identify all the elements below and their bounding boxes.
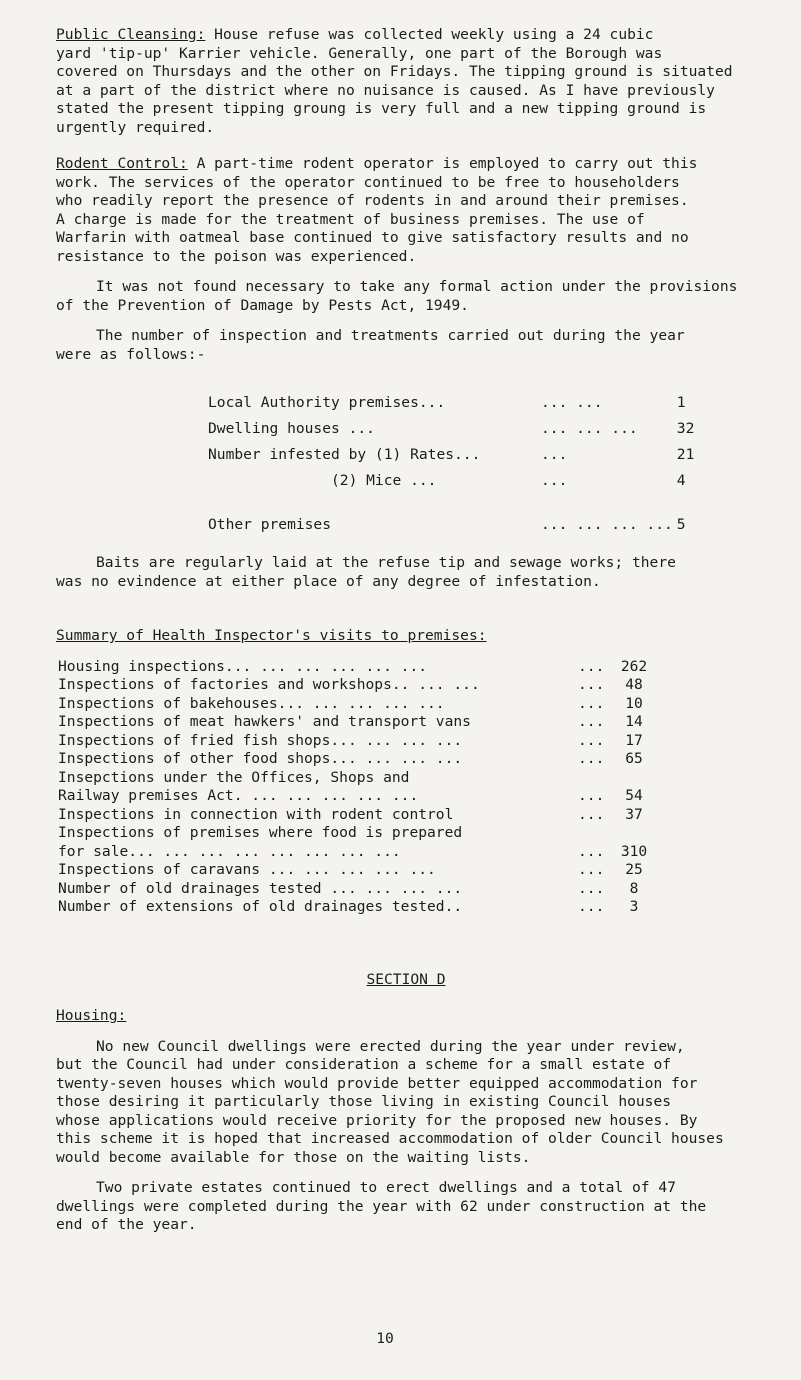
pest-row-value: 4: [676, 472, 686, 489]
public-cleansing-line: stated the present tipping groung is very full and a new tipping ground is: [56, 100, 707, 117]
housing-heading: Housing:: [56, 1007, 127, 1024]
pest-row: [208, 420, 717, 446]
rodent-control-section: [56, 155, 796, 364]
summary-row-label: Inspections of bakehouses... ... ... ... ...: [58, 694, 445, 712]
rodent-control-para3-line: were as follows:-: [56, 345, 206, 363]
pest-row-leader: ... ... ...: [541, 420, 638, 437]
summary-row-leader: ...: [578, 731, 605, 749]
housing-line: Two private estates continued to erect dwellings and a total of 47: [96, 1179, 676, 1196]
summary-row-label: Inspections of factories and workshops.. ... ...: [58, 676, 480, 693]
rodent-control-line: who readily report the presence of rodents in and around their premises.: [56, 192, 689, 209]
public-cleansing-heading: Public Cleansing:: [56, 26, 206, 43]
summary-row: [58, 750, 654, 769]
summary-heading: Summary of Health Inspector's visits to premises:: [56, 627, 487, 644]
summary-row: [58, 898, 654, 917]
public-cleansing-line: yard 'tip-up' Karrier vehicle. Generally, one part of the Borough was: [56, 44, 663, 62]
housing-line: but the Council had under consideration a scheme for a small estate of: [56, 1056, 672, 1073]
pest-row-label: (2) Mice ...: [331, 472, 437, 489]
page-number: 10: [376, 1330, 394, 1347]
summary-row-leader: ...: [578, 861, 605, 878]
public-cleansing-line: urgently required.: [56, 118, 215, 136]
public-cleansing-section: [56, 26, 796, 137]
pest-row-label: Local Authority premises...: [208, 394, 446, 411]
rodent-control-line: work. The services of the operator continued to be free to householders: [56, 173, 680, 191]
summary-row-label: Inspections of meat hawkers' and transport vans: [58, 713, 471, 730]
summary-row-value: 17: [625, 731, 643, 749]
housing-line: No new Council dwellings were erected during the year under review,: [96, 1037, 685, 1055]
housing-line: twenty-seven houses which would provide better equipped accommodation for: [56, 1074, 698, 1092]
summary-row-leader: ...: [578, 713, 605, 730]
summary-row-value: 65: [625, 750, 643, 767]
summary-row-label: Housing inspections... ... ... ... ... ...: [58, 657, 428, 675]
summary-row-label: Insepctions under the Offices, Shops and Railway premises Act. ... ... ... ... ...: [58, 768, 419, 804]
housing-line: dwellings were completed during the year with 62 under construction at the: [56, 1197, 707, 1215]
summary-table: [58, 658, 654, 917]
pest-row-value: 21: [676, 446, 695, 463]
summary-row-label: Inspections of caravans ... ... ... ... ...: [58, 861, 436, 878]
housing-paragraph-2: [56, 1179, 796, 1235]
baits-paragraph: [56, 554, 796, 591]
summary-row: [58, 695, 654, 714]
summary-row-value: 8: [629, 879, 639, 897]
summary-row-label: Inspections of premises where food is prepared for sale... ... ... ... ... ... ... ...: [58, 824, 463, 860]
pest-row-leader: ... ... ... ...: [541, 516, 673, 533]
summary-row: [58, 861, 654, 880]
summary-row: [58, 769, 654, 806]
pest-row-leader: ...: [541, 446, 568, 463]
pest-row-value: 5: [676, 516, 686, 533]
housing-line: those desiring it particularly those living in existing Council houses: [56, 1093, 672, 1110]
summary-row: [58, 713, 654, 732]
summary-row-value: 3: [629, 898, 639, 915]
summary-row-value: 37: [625, 805, 643, 823]
summary-row-value: 10: [625, 694, 643, 712]
pest-row: [208, 472, 717, 498]
pest-row: [208, 516, 717, 542]
pest-row-label: Number infested by (1) Rates...: [208, 446, 481, 463]
summary-row-value: 48: [625, 676, 643, 693]
summary-row-leader: ...: [578, 842, 605, 860]
summary-row-leader: ...: [578, 879, 605, 897]
housing-paragraph-1: [56, 1038, 796, 1168]
rodent-control-line: resistance to the poison was experienced.: [56, 247, 417, 265]
summary-row: [58, 880, 654, 899]
summary-row-label: Inspections of fried fish shops... ... ... ...: [58, 731, 463, 749]
summary-row-value: 54: [625, 787, 643, 804]
public-cleansing-line: House refuse was collected weekly using a 24 cubic: [205, 26, 654, 43]
pest-row-value: 1: [676, 394, 686, 411]
pest-row-label: Other premises: [208, 516, 332, 533]
summary-row: [58, 732, 654, 751]
summary-row-label: Inspections of other food shops... ... ... ...: [58, 750, 463, 767]
rodent-control-line: Warfarin with oatmeal base continued to give satisfactory results and no: [56, 229, 689, 246]
summary-row: [58, 806, 654, 825]
public-cleansing-line: at a part of the district where no nuisance is caused. As I have previously: [56, 81, 715, 99]
rodent-control-para3-line: The number of inspection and treatments carried out during the year: [96, 327, 685, 344]
summary-row-leader: ...: [578, 898, 605, 915]
summary-row-leader: ...: [578, 750, 605, 767]
pest-row: [208, 394, 717, 420]
summary-section: [56, 627, 796, 917]
summary-row-leader: ...: [578, 676, 605, 693]
rodent-control-para2-line: It was not found necessary to take any formal action under the provisions: [96, 278, 738, 295]
summary-row-value: 262: [620, 657, 648, 675]
summary-row-value: 14: [625, 713, 643, 730]
summary-row-leader: ...: [578, 694, 605, 712]
pest-row-label: Dwelling houses ...: [208, 420, 375, 437]
summary-row: [58, 658, 654, 677]
summary-row-value: 25: [625, 861, 643, 878]
rodent-control-heading: Rodent Control:: [56, 155, 188, 172]
baits-line: Baits are regularly laid at the refuse tip and sewage works; there: [96, 554, 676, 571]
public-cleansing-line: covered on Thursdays and the other on Fridays. The tipping ground is situated: [56, 63, 733, 80]
summary-row: [58, 676, 654, 695]
summary-row-leader: ...: [578, 657, 605, 675]
baits-line: was no evindence at either place of any degree of infestation.: [56, 572, 601, 590]
pest-row: [208, 446, 717, 472]
summary-row: [58, 824, 654, 861]
pest-row-leader: ... ...: [541, 394, 603, 411]
pest-treatment-table: [208, 394, 796, 542]
pest-row-value: 32: [676, 420, 695, 437]
rodent-control-line: A part-time rodent operator is employed to carry out this: [187, 155, 698, 172]
housing-line: whose applications would receive priority for the proposed new houses. By: [56, 1111, 698, 1129]
rodent-control-para2-line: of the Prevention of Damage by Pests Act, 1949.: [56, 296, 469, 314]
rodent-control-line: A charge is made for the treatment of business premises. The use of: [56, 210, 645, 228]
summary-row-leader: ...: [578, 787, 605, 804]
housing-line: would become available for those on the waiting lists.: [56, 1148, 531, 1166]
housing-line: end of the year.: [56, 1216, 197, 1233]
housing-line: this scheme it is hoped that increased accommodation of older Council houses: [56, 1130, 724, 1147]
summary-row-label: Number of extensions of old drainages tested..: [58, 898, 463, 915]
section-title: SECTION D: [366, 970, 446, 988]
summary-row-label: Number of old drainages tested ... ... ... ...: [58, 879, 463, 897]
summary-row-leader: ...: [578, 805, 605, 823]
summary-row-label: Inspections in connection with rodent control: [58, 805, 454, 823]
document-page: [56, 26, 796, 1235]
summary-row-value: 310: [620, 842, 648, 860]
pest-row-leader: ...: [541, 472, 568, 489]
